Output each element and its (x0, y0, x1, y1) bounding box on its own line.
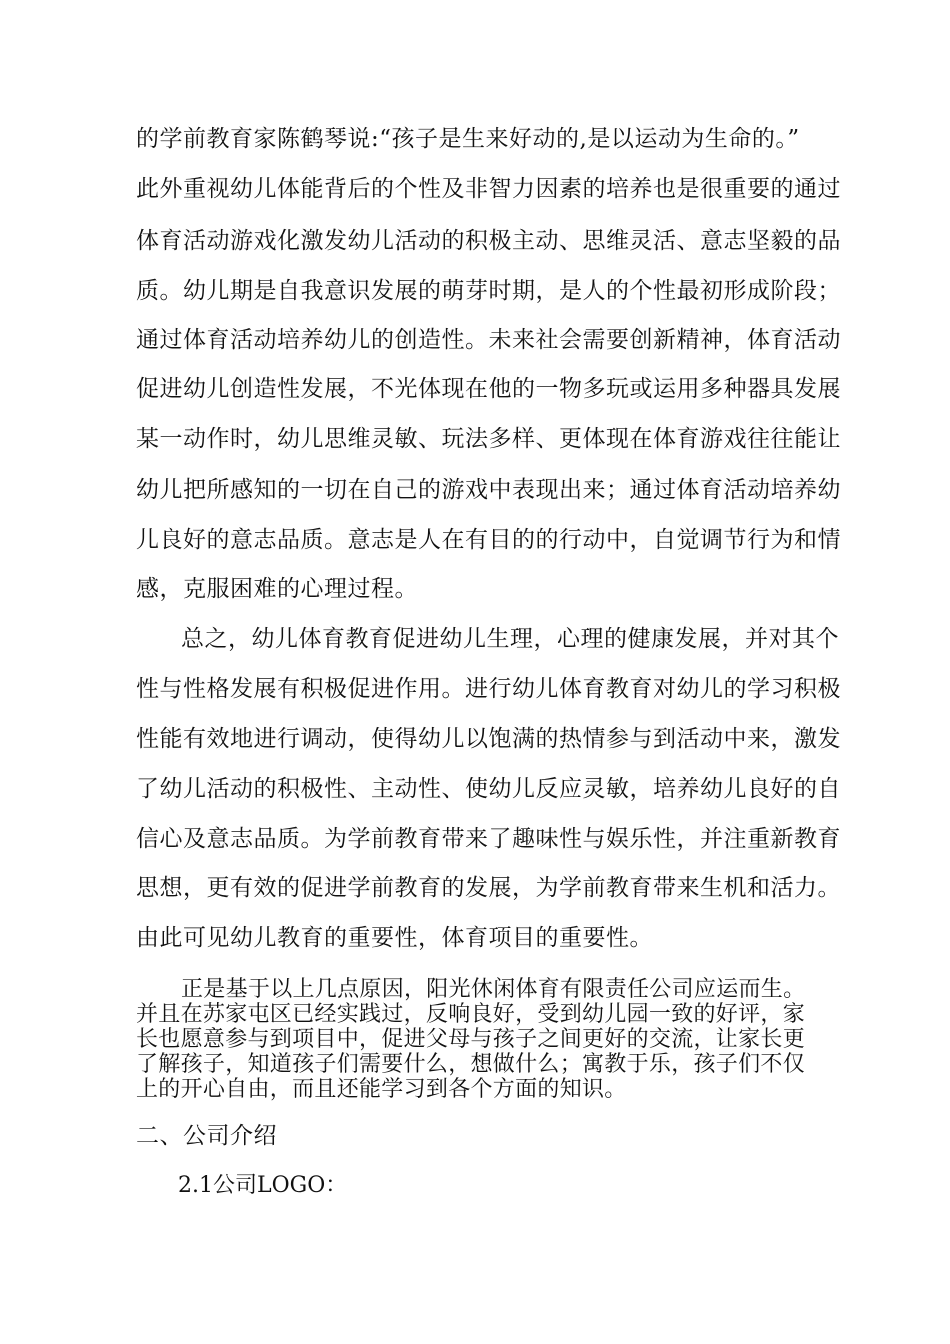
text-line: 上的开心自由，而且还能学习到各个方面的知识。 (136, 1077, 627, 1102)
text-line: 性与性格发展有积极促进作用。进行幼儿体育教育对幼儿的学习积极 (136, 676, 841, 702)
text-line: 某一动作时，幼儿思维灵敏、玩法多样、更体现在体育游戏往往能让 (136, 426, 841, 452)
section-heading: 二、公司介绍 (136, 1123, 277, 1149)
text-line: 质。幼儿期是自我意识发展的萌芽时期，是人的个性最初形成阶段； (136, 278, 841, 304)
text-line: 由此可见幼儿教育的重要性，体育项目的重要性。 (136, 925, 653, 951)
text-line: 并且在苏家屯区已经实践过，反响良好，受到幼儿园一致的好评，家 (136, 1002, 806, 1027)
text-line: 总之，幼儿体育教育促进幼儿生理，心理的健康发展，并对其个 (181, 626, 839, 652)
text-line: 长也愿意参与到项目中，促进父母与孩子之间更好的交流，让家长更 (136, 1027, 806, 1052)
text-line: 幼儿把所感知的一切在自己的游戏中表现出来；通过体育活动培养幼 (136, 477, 841, 503)
text-line: 的学前教育家陈鹤琴说:“孩子是生来好动的,是以运动为生命的。” (136, 126, 800, 152)
text-line: 感，克服困难的心理过程。 (136, 576, 418, 602)
text-line: 了幼儿活动的积极性、主动性、使幼儿反应灵敏，培养幼儿良好的自 (136, 776, 841, 802)
text-line: 信心及意志品质。为学前教育带来了趣味性与娱乐性，并注重新教育 (136, 826, 841, 852)
text-line: 通过体育活动培养幼儿的创造性。未来社会需要创新精神，体育活动 (136, 327, 841, 353)
text-line: 儿良好的意志品质。意志是人在有目的的行动中，自觉调节行为和情 (136, 527, 841, 553)
subsection-heading: 2.1公司LOGO： (178, 1173, 348, 1198)
text-line: 体育活动游戏化激发幼儿活动的积极主动、思维灵活、意志坚毅的品 (136, 228, 841, 254)
text-line: 促进幼儿创造性发展，不光体现在他的一物多玩或运用多种器具发展 (136, 376, 841, 402)
text-line: 正是基于以上几点原因，阳光休闲体育有限责任公司应运而生。 (181, 977, 806, 1002)
text-line: 思想，更有效的促进学前教育的发展，为学前教育带来生机和活力。 (136, 875, 841, 901)
text-line: 此外重视幼儿体能背后的个性及非智力因素的培养也是很重要的通过 (136, 176, 841, 202)
text-line: 了解孩子，知道孩子们需要什么，想做什么；寓教于乐，孩子们不仅 (136, 1052, 806, 1077)
text-line: 性能有效地进行调动，使得幼儿以饱满的热情参与到活动中来，激发 (136, 726, 841, 752)
